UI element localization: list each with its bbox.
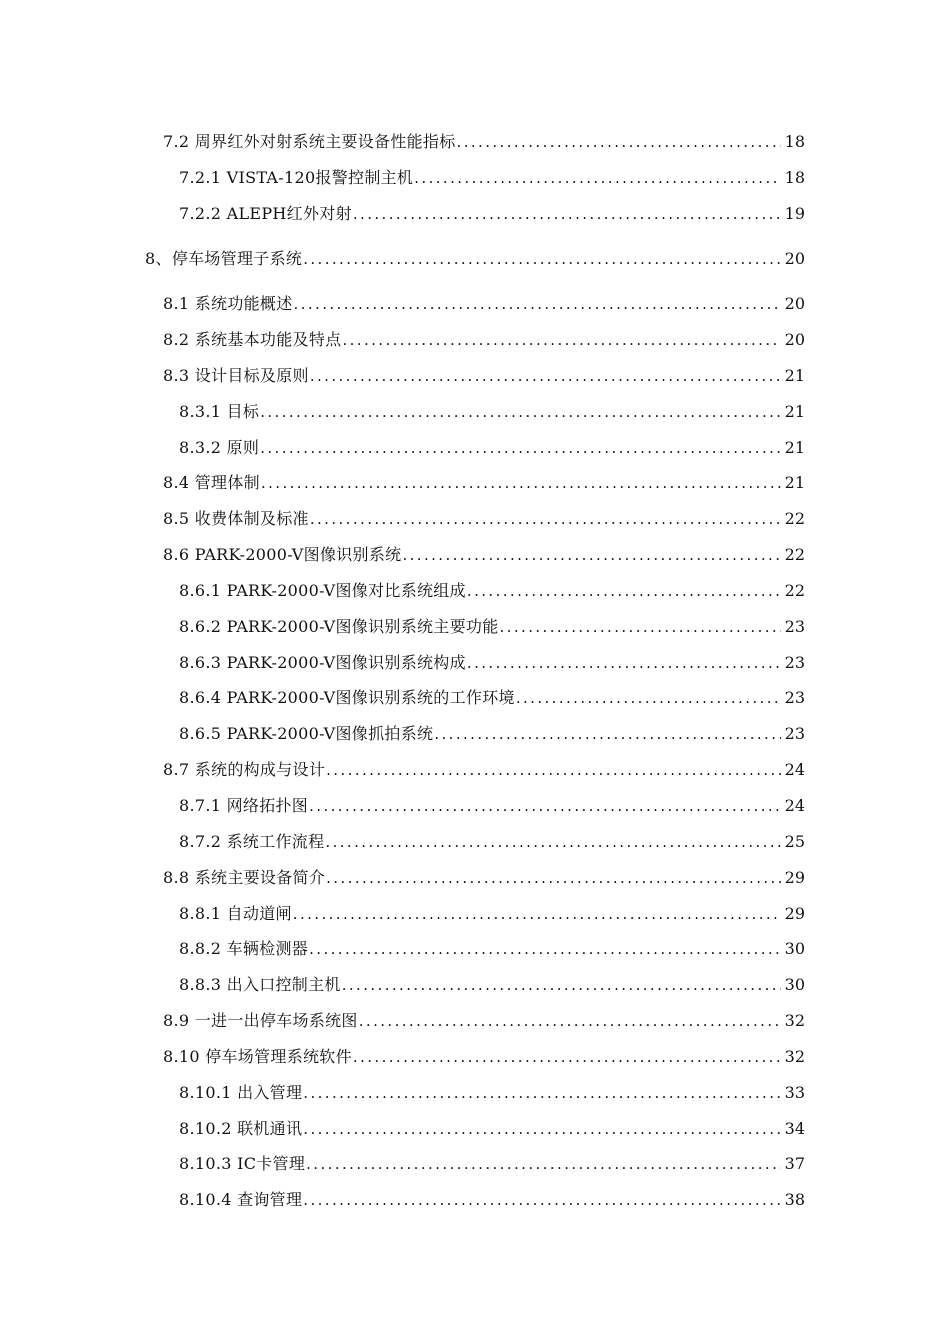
toc-entry-title: 8.8 系统主要设备简介 [163,868,326,887]
toc-entry-page: 32 [784,1011,805,1030]
toc-entry-title: 8.10.4 查询管理 [179,1190,303,1209]
toc-dot-leader [303,1190,780,1210]
toc-entry[interactable] [179,432,805,458]
toc-entry-page: 32 [784,1047,805,1066]
toc-entry[interactable] [179,790,805,816]
toc-dot-leader [303,249,780,269]
toc-entry-page: 18 [784,168,805,187]
toc-entry[interactable] [145,243,805,269]
toc-dot-leader [516,688,781,708]
toc-dot-leader [353,204,781,224]
toc-entry-page: 34 [784,1119,805,1138]
toc-entry[interactable] [163,126,805,152]
toc-entry-page: 29 [784,868,805,887]
toc-dot-leader [326,760,781,780]
toc-entry[interactable] [163,1005,805,1031]
toc-entry[interactable] [179,898,805,924]
toc-entry-page: 25 [784,832,805,851]
toc-dot-leader [353,1047,781,1067]
toc-entry-page: 21 [784,438,805,457]
toc-entry-title: 8.8.3 出入口控制主机 [179,975,341,994]
toc-entry-page: 37 [784,1154,805,1173]
toc-entry[interactable] [163,1041,805,1067]
toc-entry-title: 8.6.1 PARK-2000-V图像对比系统组成 [179,581,466,600]
toc-entry-page: 22 [784,581,805,600]
toc-dot-leader [500,617,781,637]
toc-entry-page: 30 [784,939,805,958]
toc-entry-title: 8.6.2 PARK-2000-V图像识别系统主要功能 [179,617,499,636]
toc-entry-page: 29 [784,904,805,923]
toc-entry[interactable] [179,611,805,637]
toc-dot-leader [342,330,780,350]
toc-entry-title: 8.3.2 原则 [179,438,260,457]
toc-entry-title: 8.9 一进一出停车场系统图 [163,1011,358,1030]
toc-entry[interactable] [179,396,805,422]
toc-dot-leader [402,545,780,565]
toc-entry-title: 8.4 管理体制 [163,473,260,492]
toc-entry[interactable] [163,324,805,350]
toc-dot-leader [261,473,781,493]
toc-dot-leader [293,904,781,924]
toc-entry-page: 33 [784,1083,805,1102]
toc-entry[interactable] [179,1077,805,1103]
toc-entry-title: 8.6.3 PARK-2000-V图像识别系统构成 [179,653,466,672]
toc-entry[interactable] [163,539,805,565]
toc-entry[interactable] [163,862,805,888]
toc-entry-title: 8.1 系统功能概述 [163,294,293,313]
toc-entry-page: 30 [784,975,805,994]
toc-entry-page: 21 [784,402,805,421]
toc-dot-leader [303,1083,780,1103]
toc-entry[interactable] [163,754,805,780]
toc-entry[interactable] [163,360,805,386]
toc-entry[interactable] [179,933,805,959]
toc-entry-title: 7.2.2 ALEPH红外对射 [179,204,352,223]
toc-entry-page: 23 [784,653,805,672]
toc-entry[interactable] [179,1184,805,1210]
toc-dot-leader [467,581,781,601]
toc-entry-title: 8.10 停车场管理系统软件 [163,1047,352,1066]
toc-entry-title: 8、停车场管理子系统 [145,249,303,268]
toc-entry-page: 19 [784,204,805,223]
toc-entry-page: 22 [784,509,805,528]
toc-dot-leader [325,832,780,852]
toc-entry[interactable] [179,162,805,188]
toc-dot-leader [326,868,781,888]
toc-entry-page: 21 [784,473,805,492]
toc-entry-title: 8.10.1 出入管理 [179,1083,303,1102]
toc-entry[interactable] [163,503,805,529]
toc-dot-leader [309,939,781,959]
toc-dot-leader [294,294,781,314]
toc-entry-title: 8.3.1 目标 [179,402,260,421]
toc-entry[interactable] [179,575,805,601]
toc-dot-leader [303,1119,780,1139]
toc-entry-title: 8.8.2 车辆检测器 [179,939,309,958]
toc-entry-title: 8.2 系统基本功能及特点 [163,330,342,349]
toc-entry-title: 8.6.4 PARK-2000-V图像识别系统的工作环境 [179,688,515,707]
toc-dot-leader [260,438,780,458]
toc-dot-leader [342,975,781,995]
toc-dot-leader [260,402,780,422]
toc-entry-title: 7.2 周界红外对射系统主要设备性能指标 [163,132,456,151]
toc-entry-page: 23 [784,688,805,707]
toc-entry-page: 24 [784,796,805,815]
toc-entry-page: 23 [784,617,805,636]
toc-entry-title: 8.6.5 PARK-2000-V图像抓拍系统 [179,724,434,743]
toc-entry-page: 20 [784,249,805,268]
toc-entry-title: 8.5 收费体制及标准 [163,509,309,528]
toc-entry-page: 23 [784,724,805,743]
toc-entry[interactable] [179,682,805,708]
toc-entry-page: 20 [784,294,805,313]
toc-entry-page: 38 [784,1190,805,1209]
toc-dot-leader [359,1011,781,1031]
toc-entry[interactable] [179,198,805,224]
toc-entry-title: 8.7.2 系统工作流程 [179,832,325,851]
toc-entry[interactable] [163,288,805,314]
toc-entry[interactable] [179,718,805,744]
toc-entry[interactable] [179,826,805,852]
toc-entry-page: 21 [784,366,805,385]
toc-dot-leader [467,653,781,673]
toc-dot-leader [434,724,780,744]
toc-entry[interactable] [163,467,805,493]
toc-entry-page: 22 [784,545,805,564]
toc-dot-leader [310,509,781,529]
toc-entry[interactable] [179,969,805,995]
toc-dot-leader [414,168,780,188]
toc-entry-title: 8.3 设计目标及原则 [163,366,309,385]
toc-dot-leader [310,366,781,386]
toc-entry-title: 7.2.1 VISTA-120报警控制主机 [179,168,414,187]
toc-entry-page: 18 [784,132,805,151]
toc-entry-title: 8.8.1 自动道闸 [179,904,292,923]
toc-entry-title: 8.10.2 联机通讯 [179,1119,303,1138]
toc-entry[interactable] [179,1148,805,1174]
toc-dot-leader [309,796,781,816]
toc-entry-title: 8.7 系统的构成与设计 [163,760,326,779]
toc-entry-page: 20 [784,330,805,349]
toc-entry-title: 8.10.3 IC卡管理 [179,1154,306,1173]
toc-entry[interactable] [179,1113,805,1139]
toc-entry-title: 8.7.1 网络拓扑图 [179,796,309,815]
toc-entry-title: 8.6 PARK-2000-V图像识别系统 [163,545,402,564]
toc-entry[interactable] [179,647,805,673]
toc-dot-leader [457,132,781,152]
toc-entry-page: 24 [784,760,805,779]
toc-dot-leader [306,1154,781,1174]
